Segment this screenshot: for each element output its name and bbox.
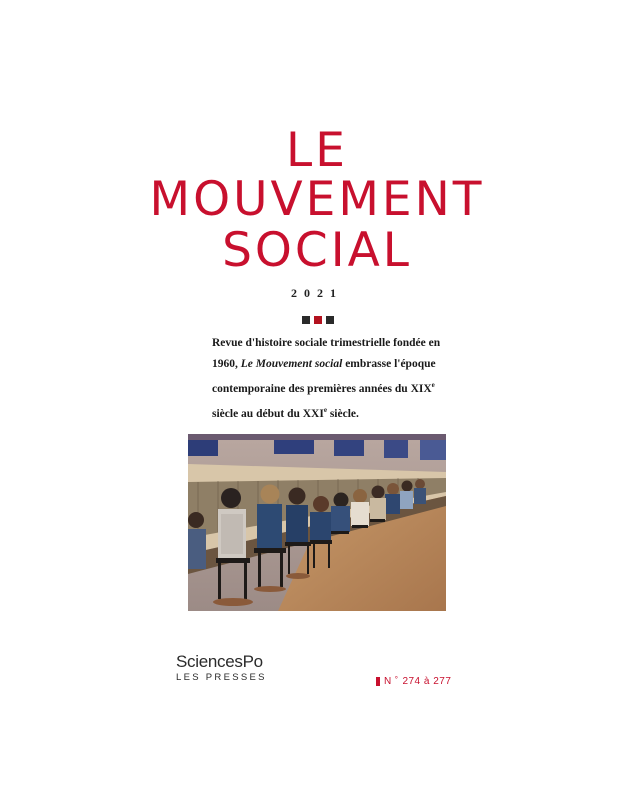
decorative-squares — [302, 316, 334, 324]
square-red-icon — [314, 316, 322, 324]
description-italic-title: Le Mouvement social — [240, 358, 343, 370]
description-part3: siècle au début du XXI — [212, 407, 324, 420]
title-line-mouvement: MOUVEMENT — [149, 172, 485, 227]
description — [212, 333, 452, 425]
year: 2021 — [291, 286, 343, 300]
telephone-operators-photo-icon — [188, 434, 446, 611]
description-part2: embrasse l'époque contemporaine des premières années du XIX — [212, 358, 436, 395]
description-sup1: e — [431, 381, 435, 389]
description-part4: siècle. — [326, 407, 359, 420]
issue-number — [376, 676, 451, 687]
issue-numbers: 274 à 277 — [402, 676, 452, 687]
publisher-name: SciencesPo — [176, 652, 263, 671]
square-dark-icon — [326, 316, 334, 324]
issue-prefix: N — [384, 676, 392, 687]
publisher-logo — [176, 652, 267, 684]
title-line-le: LE — [286, 123, 348, 178]
description-part1: Revue d'histoire sociale trimestrielle fondée en 1960, — [212, 337, 441, 370]
title-line-social: SOCIAL — [222, 223, 412, 278]
description-sup2: e — [323, 405, 327, 414]
issue-degree: ° — [394, 675, 399, 684]
issue-marker-icon — [376, 677, 380, 686]
cover-photo — [188, 434, 446, 611]
publisher-subtitle: LES PRESSES — [176, 672, 267, 683]
square-dark-icon — [302, 316, 310, 324]
